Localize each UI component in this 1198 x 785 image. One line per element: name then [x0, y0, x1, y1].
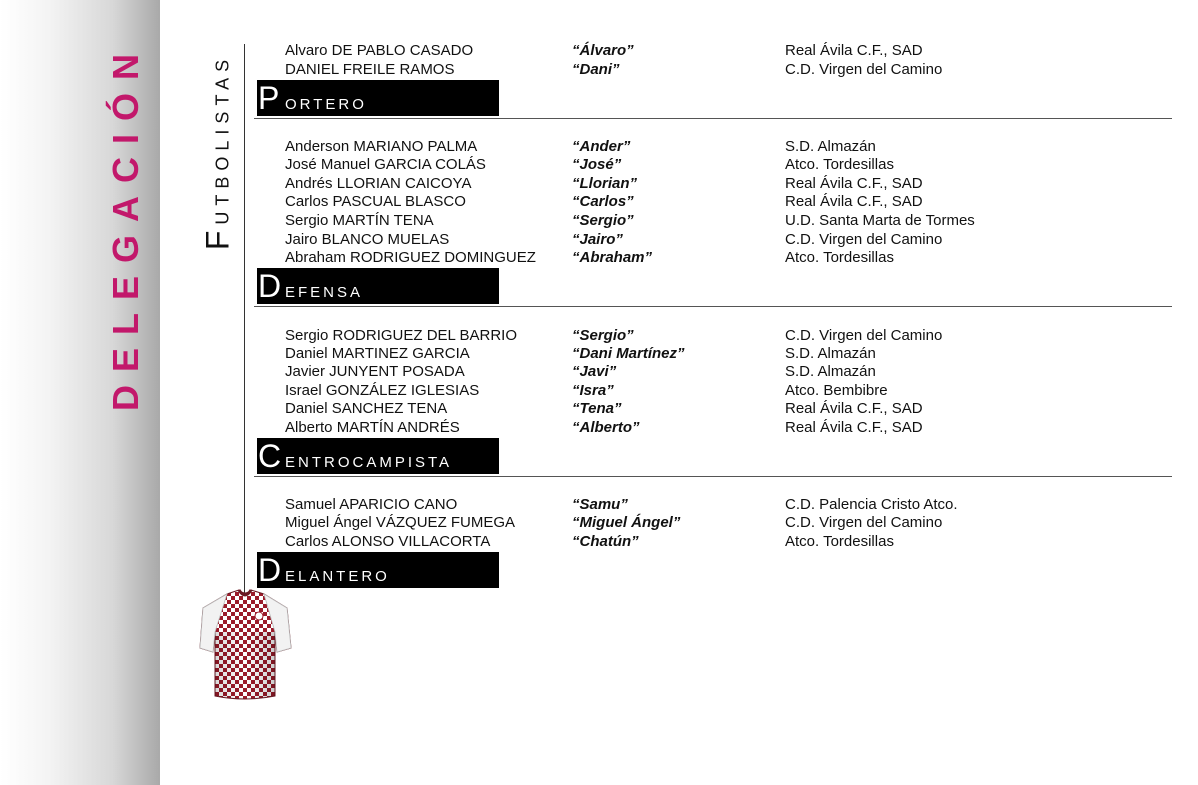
player-nickname: “Sergio” — [572, 212, 634, 229]
player-name: Samuel APARICIO CANO — [285, 496, 458, 513]
player-name: Andrés LLORIAN CAICOYA — [285, 175, 472, 192]
player-nickname: “Dani” — [572, 61, 620, 78]
player-row — [285, 61, 1165, 79]
player-club: Atco. Tordesillas — [785, 249, 894, 266]
player-nickname: “Álvaro” — [572, 42, 634, 59]
player-name: Daniel MARTINEZ GARCIA — [285, 345, 470, 362]
position-initial: C — [258, 438, 282, 474]
player-nickname: “Carlos” — [572, 193, 634, 210]
section-label — [200, 54, 237, 250]
player-club: Real Ávila C.F., SAD — [785, 419, 923, 436]
group-divider — [254, 118, 1172, 119]
player-club: U.D. Santa Marta de Tormes — [785, 212, 975, 229]
player-row — [285, 249, 1165, 267]
position-label-delantero — [257, 552, 499, 588]
player-name: Javier JUNYENT POSADA — [285, 363, 465, 380]
player-nickname: “Jairo” — [572, 231, 623, 248]
player-club: Real Ávila C.F., SAD — [785, 400, 923, 417]
player-name: DANIEL FREILE RAMOS — [285, 61, 455, 78]
player-nickname: “Chatún” — [572, 533, 639, 550]
player-nickname: “Ander” — [572, 138, 631, 155]
player-row — [285, 345, 1165, 363]
group-divider — [254, 306, 1172, 307]
player-row — [285, 42, 1165, 60]
player-nickname: “Sergio” — [572, 327, 634, 344]
section-label-initial: F — [199, 224, 236, 251]
player-row — [285, 138, 1165, 156]
player-nickname: “José” — [572, 156, 622, 173]
position-rest: EFENSA — [285, 284, 364, 301]
vertical-divider — [244, 44, 245, 598]
player-club: Atco. Tordesillas — [785, 533, 894, 550]
player-name: Jairo BLANCO MUELAS — [285, 231, 450, 248]
position-initial: P — [258, 80, 280, 116]
player-name: Daniel SANCHEZ TENA — [285, 400, 448, 417]
player-nickname: “Llorian” — [572, 175, 638, 192]
player-nickname: “Javi” — [572, 363, 617, 380]
player-row — [285, 327, 1165, 345]
position-rest: ENTROCAMPISTA — [285, 454, 453, 471]
position-label-portero — [257, 80, 499, 116]
player-club: C.D. Virgen del Camino — [785, 231, 943, 248]
player-name: Israel GONZÁLEZ IGLESIAS — [285, 382, 480, 399]
player-nickname: “Abraham” — [572, 249, 653, 266]
player-row — [285, 533, 1165, 551]
player-club: C.D. Palencia Cristo Atco. — [785, 496, 958, 513]
player-nickname: “Isra” — [572, 382, 614, 399]
player-nickname: “Samu” — [572, 496, 628, 513]
position-initial: D — [258, 268, 282, 304]
player-nickname: “Miguel Ángel” — [572, 514, 681, 531]
player-club: C.D. Virgen del Camino — [785, 61, 943, 78]
player-row — [285, 514, 1165, 532]
position-rest: ELANTERO — [285, 568, 390, 585]
player-row — [285, 231, 1165, 249]
player-name: Anderson MARIANO PALMA — [285, 138, 478, 155]
position-initial: D — [258, 552, 282, 588]
player-row — [285, 400, 1165, 418]
player-row — [285, 419, 1165, 437]
player-club: Real Ávila C.F., SAD — [785, 42, 923, 59]
player-name: Alvaro DE PABLO CASADO — [285, 42, 474, 59]
group-divider — [254, 476, 1172, 477]
page-title: DELEGACIÓN — [105, 40, 146, 412]
player-club: C.D. Virgen del Camino — [785, 327, 943, 344]
player-row — [285, 363, 1165, 381]
player-name: Sergio RODRIGUEZ DEL BARRIO — [285, 327, 517, 344]
player-nickname: “Alberto” — [572, 419, 640, 436]
player-club: C.D. Virgen del Camino — [785, 514, 943, 531]
jersey-icon — [199, 588, 292, 703]
player-name: José Manuel GARCIA COLÁS — [285, 156, 486, 173]
section-label-rest: UTBOLISTAS — [212, 53, 233, 225]
player-club: Atco. Tordesillas — [785, 156, 894, 173]
player-name: Abraham RODRIGUEZ DOMINGUEZ — [285, 249, 536, 266]
player-club: Real Ávila C.F., SAD — [785, 193, 923, 210]
player-nickname: “Tena” — [572, 400, 622, 417]
player-row — [285, 175, 1165, 193]
player-club: S.D. Almazán — [785, 345, 876, 362]
position-label-defensa — [257, 268, 499, 304]
player-nickname: “Dani Martínez” — [572, 345, 685, 362]
player-row — [285, 496, 1165, 514]
player-club: S.D. Almazán — [785, 138, 876, 155]
player-row — [285, 212, 1165, 230]
position-label-centrocampista — [257, 438, 499, 474]
player-row — [285, 382, 1165, 400]
player-club: Real Ávila C.F., SAD — [785, 175, 923, 192]
player-name: Carlos PASCUAL BLASCO — [285, 193, 466, 210]
player-name: Carlos ALONSO VILLACORTA — [285, 533, 491, 550]
player-club: Atco. Bembibre — [785, 382, 888, 399]
player-row — [285, 193, 1165, 211]
player-name: Alberto MARTÍN ANDRÉS — [285, 419, 460, 436]
player-row — [285, 156, 1165, 174]
position-rest: ORTERO — [285, 96, 367, 113]
player-club: S.D. Almazán — [785, 363, 876, 380]
player-name: Sergio MARTÍN TENA — [285, 212, 434, 229]
player-name: Miguel Ángel VÁZQUEZ FUMEGA — [285, 514, 516, 531]
